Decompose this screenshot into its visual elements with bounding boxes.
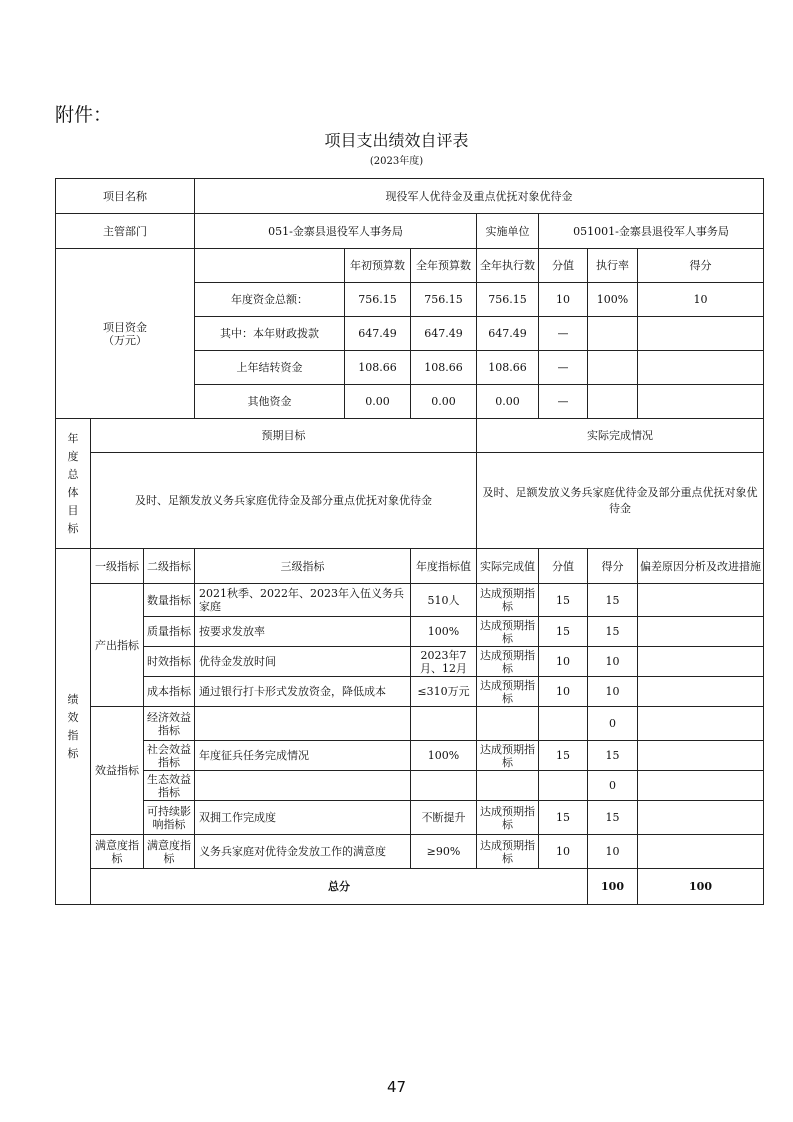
indicator-level3: 通过银行打卡形式发放资金，降低成本 [195, 677, 411, 707]
funds-rate [588, 351, 638, 385]
funds-full: 108.66 [411, 351, 477, 385]
indicator-actual: 达成预期指标 [477, 835, 539, 869]
funds-row-label: 年度资金总额： [195, 283, 345, 317]
level1-satisfaction: 满意度指标 [91, 835, 144, 869]
col-level1: 一级指标 [91, 549, 144, 584]
funds-score: — [539, 385, 588, 419]
funds-exec: 0.00 [477, 385, 539, 419]
indicator-row [56, 835, 764, 869]
indicator-row [56, 801, 764, 835]
col-annual-target: 年度指标值 [411, 549, 477, 584]
indicator-target [411, 707, 477, 741]
indicator-level2: 社会效益指标 [144, 741, 195, 771]
indicator-score: 15 [539, 617, 588, 647]
indicator-target: 100% [411, 741, 477, 771]
indicator-level2: 成本指标 [144, 677, 195, 707]
funds-initial: 0.00 [345, 385, 411, 419]
total-obtained: 100 [638, 869, 764, 905]
actual-completion-text: 及时、足额发放义务兵家庭优待金及部分重点优抚对象优待金 [477, 453, 764, 549]
indicator-level2: 经济效益指标 [144, 707, 195, 741]
indicator-actual: 达成预期指标 [477, 801, 539, 835]
indicator-score: 10 [539, 677, 588, 707]
actual-completion-header: 实际完成情况 [477, 419, 764, 453]
impl-value: 051001-金寨县退役军人事务局 [539, 214, 764, 249]
indicator-target: 2023年7月、12月 [411, 647, 477, 677]
level1-benefit: 效益指标 [91, 707, 144, 835]
indicator-obtained: 10 [588, 647, 638, 677]
funds-label: 项目资金 （万元） [56, 249, 195, 419]
report-year: (2023年度) [369, 156, 424, 167]
col-deviation-reason: 偏差原因分析及改进措施 [638, 549, 764, 584]
indicator-level3: 优待金发放时间 [195, 647, 411, 677]
funds-initial: 647.49 [345, 317, 411, 351]
funds-score: — [539, 317, 588, 351]
indicator-actual: 达成预期指标 [477, 647, 539, 677]
funds-full: 756.15 [411, 283, 477, 317]
indicator-score [539, 771, 588, 801]
indicator-level3 [195, 771, 411, 801]
perf-label: 绩 效 指 标 [56, 549, 91, 905]
indicator-target: 不断提升 [411, 801, 477, 835]
funds-obtained [638, 351, 764, 385]
funds-obtained: 10 [638, 283, 764, 317]
funds-initial: 756.15 [345, 283, 411, 317]
funds-rate [588, 385, 638, 419]
page-number: 47 [386, 1078, 407, 1096]
funds-exec: 756.15 [477, 283, 539, 317]
project-name-label: 项目名称 [56, 179, 195, 214]
indicator-row [56, 707, 764, 741]
funds-obtained [638, 317, 764, 351]
indicator-target: 100% [411, 617, 477, 647]
indicator-obtained: 15 [588, 801, 638, 835]
level1-output: 产出指标 [91, 584, 144, 707]
funds-exec: 647.49 [477, 317, 539, 351]
col-initial-budget: 年初预算数 [345, 249, 411, 283]
indicator-row [56, 677, 764, 707]
dept-value: 051-金寨县退役军人事务局 [195, 214, 477, 249]
indicator-obtained: 10 [588, 835, 638, 869]
indicator-score: 10 [539, 835, 588, 869]
indicator-level2: 生态效益指标 [144, 771, 195, 801]
indicator-reason [638, 771, 764, 801]
funds-exec: 108.66 [477, 351, 539, 385]
indicator-actual [477, 707, 539, 741]
indicator-obtained: 15 [588, 617, 638, 647]
indicator-score [539, 707, 588, 741]
evaluation-table [55, 178, 764, 905]
col-level2: 二级指标 [144, 549, 195, 584]
indicator-reason [638, 677, 764, 707]
indicator-level3: 按要求发放率 [195, 617, 411, 647]
indicator-obtained: 15 [588, 741, 638, 771]
funds-initial: 108.66 [345, 351, 411, 385]
indicator-reason [638, 707, 764, 741]
indicator-actual: 达成预期指标 [477, 677, 539, 707]
indicator-level2: 数量指标 [144, 584, 195, 617]
funds-row-label: 其中：本年财政拨款 [195, 317, 345, 351]
col-executed: 全年执行数 [477, 249, 539, 283]
indicator-score: 15 [539, 741, 588, 771]
project-name: 现役军人优待金及重点优抚对象优待金 [195, 179, 764, 214]
indicator-reason [638, 617, 764, 647]
col-perf-obtained: 得分 [588, 549, 638, 584]
col-level3: 三级指标 [195, 549, 411, 584]
indicator-target: 510人 [411, 584, 477, 617]
indicator-level3: 2021秋季、2022年、2023年入伍义务兵家庭 [195, 584, 411, 617]
indicator-actual: 达成预期指标 [477, 741, 539, 771]
page-title: 项目支出绩效自评表 [324, 131, 469, 150]
indicator-actual [477, 771, 539, 801]
indicator-obtained: 0 [588, 707, 638, 741]
col-exec-rate: 执行率 [588, 249, 638, 283]
funds-full: 0.00 [411, 385, 477, 419]
goals-label: 年 度 总 体 目 标 [56, 419, 91, 549]
indicator-reason [638, 584, 764, 617]
indicator-level2: 时效指标 [144, 647, 195, 677]
indicator-target [411, 771, 477, 801]
indicator-row [56, 771, 764, 801]
indicator-row [56, 647, 764, 677]
indicator-level3: 义务兵家庭对优待金发放工作的满意度 [195, 835, 411, 869]
indicator-obtained: 0 [588, 771, 638, 801]
indicator-row [56, 617, 764, 647]
total-score: 100 [588, 869, 638, 905]
funds-header-blank [195, 249, 345, 283]
indicator-level2: 质量指标 [144, 617, 195, 647]
indicator-level2: 满意度指标 [144, 835, 195, 869]
indicator-level3: 双拥工作完成度 [195, 801, 411, 835]
indicator-target: ≥90% [411, 835, 477, 869]
indicator-target: ≤310万元 [411, 677, 477, 707]
indicator-score: 15 [539, 584, 588, 617]
col-perf-score: 分值 [539, 549, 588, 584]
indicator-level2: 可持续影响指标 [144, 801, 195, 835]
indicator-level3 [195, 707, 411, 741]
indicator-actual: 达成预期指标 [477, 617, 539, 647]
expected-goal-header: 预期目标 [91, 419, 477, 453]
funds-rate: 100% [588, 283, 638, 317]
funds-score: 10 [539, 283, 588, 317]
col-obtained: 得分 [638, 249, 764, 283]
funds-row-label: 上年结转资金 [195, 351, 345, 385]
col-full-budget: 全年预算数 [411, 249, 477, 283]
funds-score: — [539, 351, 588, 385]
indicator-reason [638, 835, 764, 869]
expected-goal-text: 及时、足额发放义务兵家庭优待金及部分重点优抚对象优待金 [91, 453, 477, 549]
indicator-reason [638, 801, 764, 835]
total-label: 总分 [91, 869, 588, 905]
funds-rate [588, 317, 638, 351]
indicator-row [56, 584, 764, 617]
indicator-reason [638, 647, 764, 677]
col-actual-value: 实际完成值 [477, 549, 539, 584]
indicator-level3: 年度征兵任务完成情况 [195, 741, 411, 771]
indicator-obtained: 10 [588, 677, 638, 707]
funds-full: 647.49 [411, 317, 477, 351]
funds-obtained [638, 385, 764, 419]
dept-label: 主管部门 [56, 214, 195, 249]
indicator-score: 15 [539, 801, 588, 835]
indicator-obtained: 15 [588, 584, 638, 617]
indicator-row [56, 741, 764, 771]
impl-label: 实施单位 [477, 214, 539, 249]
indicator-actual: 达成预期指标 [477, 584, 539, 617]
funds-row-label: 其他资金 [195, 385, 345, 419]
col-score: 分值 [539, 249, 588, 283]
indicator-reason [638, 741, 764, 771]
indicator-score: 10 [539, 647, 588, 677]
attachment-label: 附件： [55, 104, 113, 126]
